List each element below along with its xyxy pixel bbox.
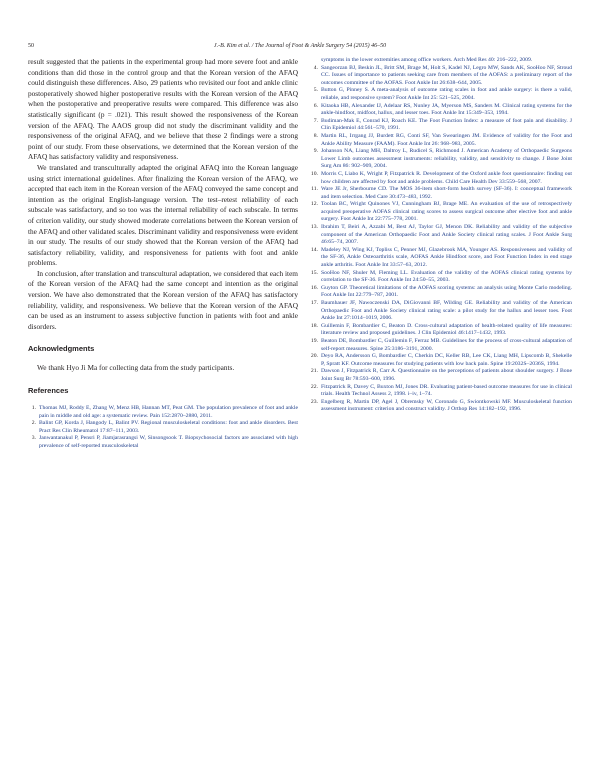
body-paragraph: We translated and transculturally adapted the original AFAQ into the Korean language using strict international guidelines. After finalizing the Korean version of the AFAQ, we accepted that each item in the Korean version of the AFAQ conveyed the same concept and intention as the original English-language version. The test–retest reliability of each subscale was satisfactory, and so too was the internal reliability of each subscale. In terms of criterion validity, our study showed moderate correlations between the Korean version of the AFAQ and other validated scales. Discriminant validity and responsiveness were evident in our study. The results of our study showed that the Korean version of the AFAQ had satisfactory reliability, validity, and responsiveness for patients with foot and ankle problems.: [28, 162, 298, 268]
reference-item: [310, 224, 572, 247]
left-column: [28, 57, 298, 451]
acknowledgments-heading: Acknowledgments: [28, 344, 95, 354]
reference-item: [310, 399, 572, 414]
reference-item: [310, 186, 572, 201]
reference-link[interactable]: Dawson J, Fitzpatrick R, Carr A. Questionnaire on the perceptions of patients about shoulder surgery. J Bone Joint Surg Br 78:593–600, 1996.: [321, 368, 572, 382]
reference-link[interactable]: Toolan BC, Wright Quinones VJ, Cunningham BJ, Brage ME. An evaluation of the use of retrospectively acquired preoperative AOFAS clinical rating scores to assess surgical outcome after elective foot and ankle surgery. Foot Ankle Int 22:775–778, 2001.: [321, 201, 572, 223]
reference-item: [310, 87, 572, 102]
reference-item: [310, 384, 572, 399]
reference-item: [310, 285, 572, 300]
reference-item: [28, 405, 298, 420]
reference-link[interactable]: Madeley NJ, Wing KJ, Topliss C, Penner MJ, Glazebrook MA, Younger AS. Responsiveness and validity of the SF-36, Ankle Osteoarthritis scale, AOFAS Ankle Hindfoot score, and Foot Function Index in end stage ankle arthritis. Foot Ankle Int 33:57–63, 2012.: [321, 246, 572, 269]
reference-link[interactable]: Ibrahim T, Beiri A, Azzabi M, Best AJ, Taylor GJ, Menon DK. Reliability and validity of the subjective component of the American Orthopaedic Foot and Ankle Society clinical rating scales. J Foot Ankle Surg 46:65–74, 2007.: [321, 224, 572, 246]
reference-item: [310, 247, 572, 270]
reference-link[interactable]: Janwantanakul P, Pensri P, Jiamjarasrangsi W, Sinsongsook T. Biopsychosocial factors are associated with high prevalence of self-reported musculoskeletal: [39, 435, 298, 449]
reference-list-right: [310, 57, 572, 414]
reference-number: 7.: [313, 117, 318, 124]
reference-item: [310, 368, 572, 383]
reference-number: 12.: [310, 201, 318, 208]
reference-number: 8.: [313, 132, 318, 139]
reference-number: 1.: [31, 405, 36, 412]
reference-item: [310, 57, 572, 65]
reference-item: [310, 338, 572, 353]
reference-item: [310, 118, 572, 133]
reference-item: [310, 353, 572, 368]
reference-item: [310, 201, 572, 224]
reference-link[interactable]: Baumhauer JF, Nawoczenski DA, DiGiovanni BF, Wilding GE. Reliability and validity of the American Orthopaedic Foot and Ankle Society clinical rating scale: a pilot study for the hallux and lesser toes. Foot Ankle Int 27:1014–1019, 2006.: [321, 300, 572, 322]
reference-link[interactable]: Balint GP, Korda J, Hangody L, Balint PV. Regional musculoskeletal conditions: foot and ankle disorders. Best Pract Res Clin Rheumatol 17:87–111, 2003.: [39, 420, 298, 434]
reference-link[interactable]: Beaton DE, Bombardier C, Guillemin F, Ferraz MB. Guidelines for the process of cross-cultural adaptation of self-report measures. Spine 25:3186–3191, 2000.: [321, 337, 572, 352]
right-column: [310, 57, 572, 414]
reference-number: 9.: [313, 148, 318, 155]
running-head: J.-B. Kim et al. / The Journal of Foot & Ankle Surgery 54 (2015) 46–50: [213, 43, 387, 49]
reference-item: [310, 323, 572, 338]
reference-item: [310, 65, 572, 88]
reference-number: 3.: [31, 435, 36, 442]
page-number: 50: [28, 43, 34, 49]
reference-number: 2.: [31, 420, 36, 427]
reference-link[interactable]: Button G, Pinney S. A meta-analysis of outcome rating scales in foot and ankle surgery: is there a valid, reliable, and responsive system? Foot Ankle Int 25: 521–525, 2004.: [321, 87, 572, 101]
reference-number: 11.: [311, 186, 318, 193]
reference-number: 17.: [310, 300, 318, 306]
reference-number: 16.: [310, 284, 318, 291]
reference-item: [310, 133, 572, 148]
reference-number: 18.: [310, 322, 318, 329]
reference-number: 4.: [313, 64, 318, 71]
reference-link[interactable]: Guyton GP. Theoretical limitations of the AOFAS scoring systems: an analysis using Monte Carlo modeling. Foot Ankle Int 22:779–787, 2001.: [321, 284, 572, 299]
reference-link[interactable]: Guillemin F, Bombardier C, Beaton D. Cross-cultural adaptation of health-related quality of life measures: literature review and proposed guidelines. J Clin Epidemiol 46:1417–1432, 1993.: [321, 322, 572, 337]
reference-item: [28, 435, 298, 450]
body-paragraph: result suggested that the patients in the experimental group had more severe foot and ankle conditions than did those in the control group and that the Korean version of the AFAQ could distinguish these differences. Also, 29 patients who revisited our foot and ankle clinic postoperatively showed higher postoperative results with the Korean version of the AFAQ when the postoperative and preoperative results were compared. This difference was also statistically significant (p = .021). This result showed the responsiveness of the Korean version of the AFAQ. The AAOS group did not study the discriminant validity and the responsiveness of the original AFAQ, and we believe that these 2 findings were a strong point of our study. From these observations, we determined that the Korean version of the AFAQ has satisfactory validity and responsiveness.: [28, 57, 298, 162]
reference-item: [310, 171, 572, 186]
reference-link[interactable]: Ware JE Jr, Sherbourne CD. The MOS 36-item short-form health survey (SF-36). I: conceptual framework and item selection. Med Care 30:473–483, 1992.: [321, 186, 572, 200]
reference-link[interactable]: Deyo RA, Andersson G, Bombardier C, Cherkin DC, Keller RB, Lee CK, Liang MH, Lipscomb B, Shekelle P, Spratt KF. Outcome measures for studying patients with low back pain. Spine 19:2032S–2036S, 1994.: [321, 353, 572, 367]
acknowledgments-text: We thank Hyo Ji Ma for collecting data from the study participants.: [37, 363, 235, 373]
reference-number: 21.: [310, 368, 318, 375]
reference-number: 15.: [310, 269, 318, 276]
reference-link[interactable]: Martin RL, Irrgang JJ, Burdett RG, Conti SF, Van Swearingen JM. Evidence of validity for the Foot and Ankle Ability Measure (FAAM). Foot Ankle Int 26: 968–983, 2005.: [321, 132, 572, 147]
reference-link[interactable]: SooHoo NF, Shuler M, Fleming LL. Evaluation of the validity of the AOFAS clinical rating systems by correlation to the SF-36. Foot Ankle Int 24:50–55, 2003.: [321, 269, 572, 284]
reference-number: 22.: [310, 383, 318, 390]
reference-link[interactable]: symptoms in the lower extremities among office workers. Arch Med Res 40: 216–222, 2009.: [321, 57, 533, 63]
reference-item: [310, 270, 572, 285]
body-paragraph: In conclusion, after translation and transcultural adaptation, we considered that each item of the Korean version of the AFAQ had the same concept and intention as the original version. We have also demonstrated that the Korean version of the AFAQ has satisfactory reliability, validity, and responsiveness. We believe that the Korean version of the AFAQ can be used as an instrument to assess subjective function in patients with foot and ankle disorders.: [28, 268, 298, 331]
reference-link[interactable]: Morris C, Liabo K, Wright P, Fitzpatrick R. Development of the Oxford ankle foot questionnaire: finding out how children are affected by foot and ankle problems. Child Care Health Dev 33:559–568, 2007.: [321, 170, 572, 185]
reference-number: 5.: [313, 87, 318, 94]
reference-number: 19.: [310, 337, 318, 344]
reference-number: 23.: [310, 398, 318, 405]
reference-item: [310, 300, 572, 323]
reference-link[interactable]: Fitzpatrick R, Davey C, Buxton MJ, Jones DR. Evaluating patient-based outcome measures for use in clinical trials. Health Technol Assess 2, 1998. i–iv, 1–74.: [321, 383, 572, 398]
reference-item: [310, 103, 572, 118]
reference-item: [28, 420, 298, 435]
reference-link[interactable]: Budiman-Mak E, Conrad KJ, Roach KE. The Foot Function Index: a measure of foot pain and disability. J Clin Epidemiol 44:561–570, 1991.: [321, 117, 572, 132]
reference-number: 14.: [310, 246, 318, 253]
reference-number: 13.: [310, 224, 318, 231]
reference-item: [310, 148, 572, 171]
reference-link[interactable]: Thomas MJ, Roddy E, Zhang W, Menz HB, Hannan MT, Peat GM. The population prevalence of foot and ankle pain in middle and old age: a systematic review. Pain 152:2870–2880, 2011.: [39, 405, 298, 419]
reference-number: 20.: [310, 353, 318, 360]
reference-number: 10.: [310, 170, 318, 177]
reference-link[interactable]: Sangeorzan BJ, Beskin JL, Britt SM, Brage M, Holt S, Kadel NJ, Legro MW, Sands AK, SooHoo NF, Stroud CC. Issues of importance to patients seeking care from members of the AOFAS: a preliminary report of the outcomes committee of the AOFAS. Foot Ankle Int 26:638–644, 2005.: [321, 64, 572, 86]
reference-link[interactable]: Kitaoka HB, Alexander IJ, Adelaar RS, Nunley JA, Myerson MS, Sanders M. Clinical rating systems for the ankle-hindfoot, midfoot, hallux, and lesser toes. Foot Ankle Int 15:349–353, 1994.: [321, 102, 572, 117]
discussion-body: [28, 57, 298, 332]
reference-link[interactable]: Engelberg R, Martin DP, Agel J, Obremsky W, Coronado G, Swiontkowski MF. Musculoskeletal function assessment instrument: criterion and construct validity. J Orthop Res 14:182–192, 1996.: [321, 398, 572, 413]
references-heading: References: [28, 386, 69, 396]
reference-number: 6.: [313, 102, 318, 109]
reference-link[interactable]: Johanson NA, Liang MH, Daltroy L, Rudicel S, Richmond J. American Academy of Orthopaedic Surgeons Lower Limb outcomes assessment instruments: reliability, validity, and sensitivity to change. J Bone Joint Surg Am 86: 902–909, 2004.: [321, 148, 572, 170]
reference-list-left: [28, 405, 298, 451]
